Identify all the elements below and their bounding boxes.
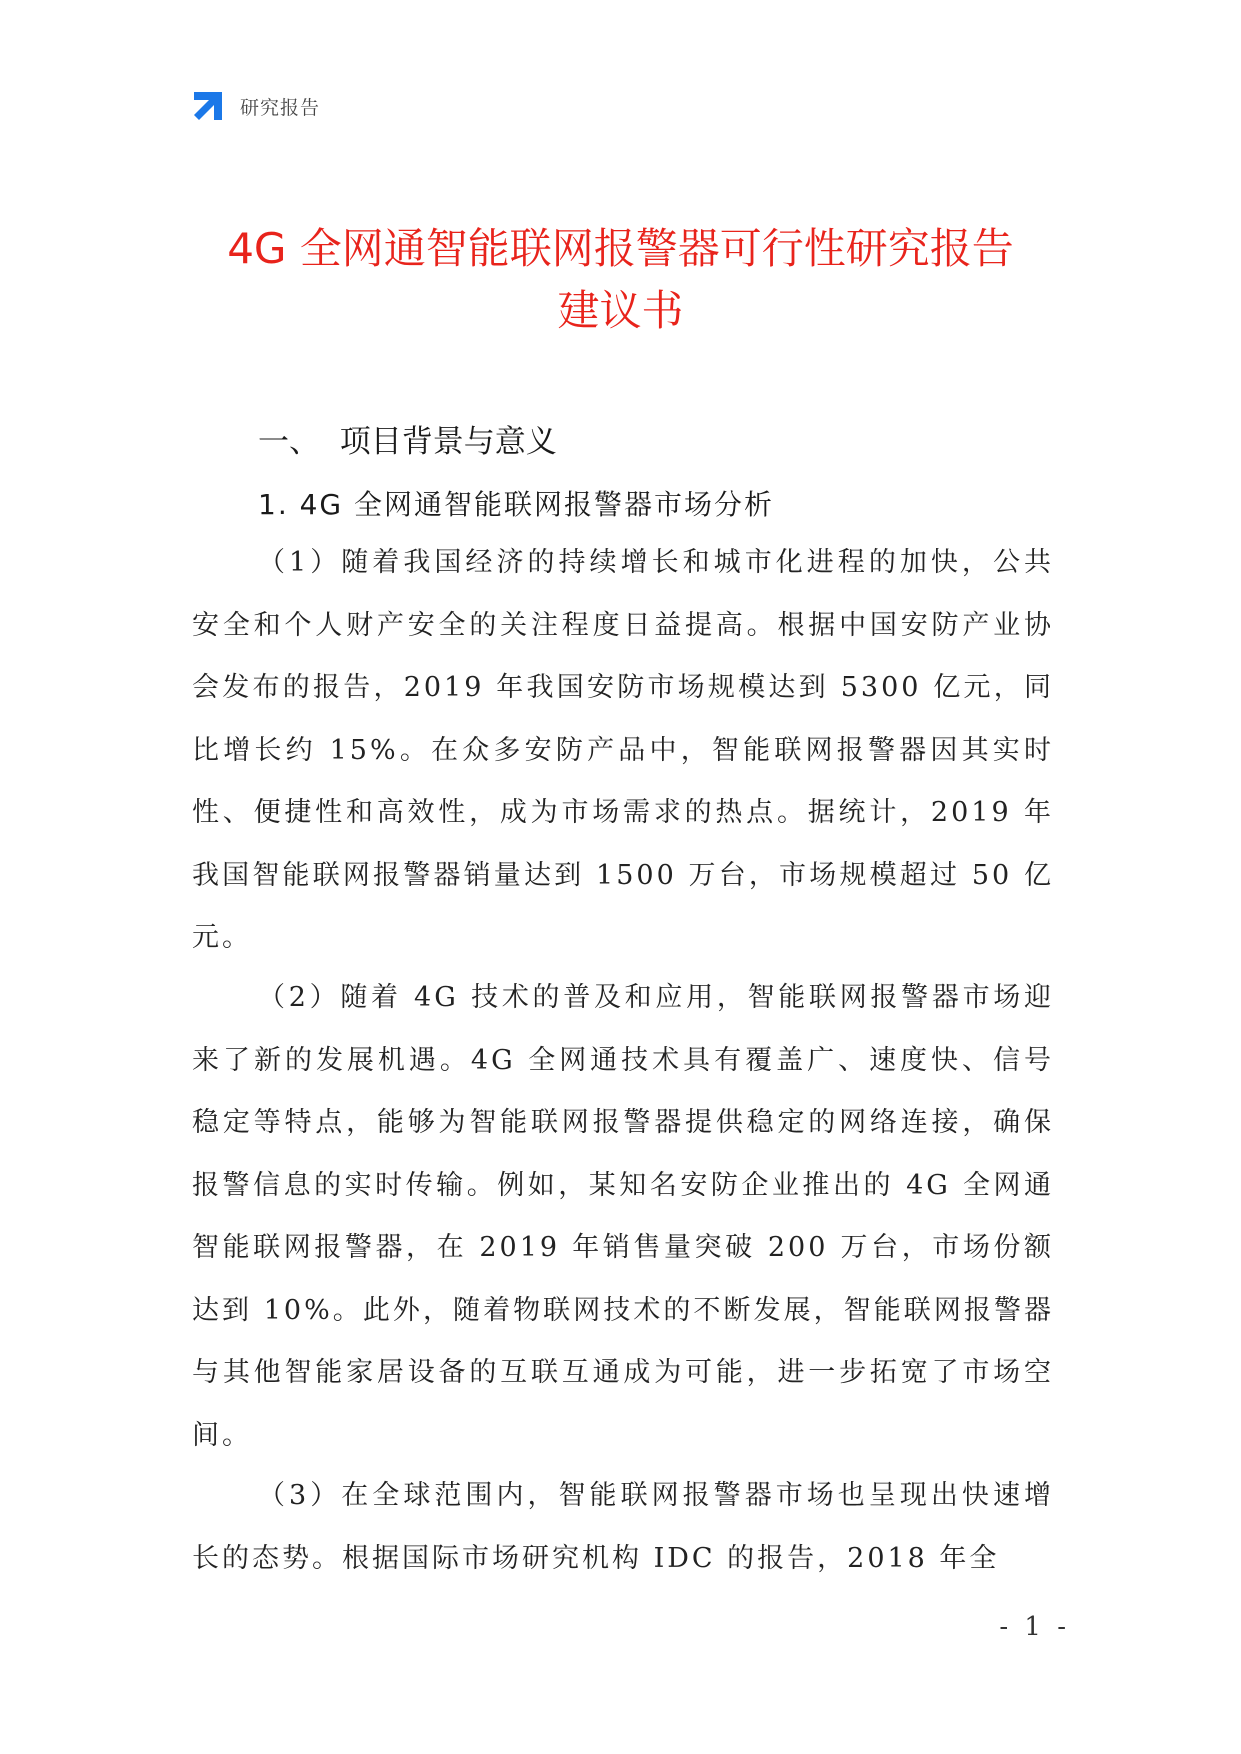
arrow-logo-icon <box>190 88 226 124</box>
section-heading: 一、 项目背景与意义 <box>258 424 557 460</box>
body-paragraph-1: （1）随着我国经济的持续增长和城市化进程的加快，公共安全和个人财产安全的关注程度日益提高。根据中国安防产业协会发布的报告，2019 年我国安防市场规模达到 5300 亿元，同比增长约 15%。在众多安防产品中，智能联网报警器因其实时性、便捷性和高效性，成为市场需求的热点。据统计，2019 年我国智能联网报警器销量达到 1500 万台，市场规模超过 50 亿元。 <box>192 547 1054 953</box>
section-subheading: 1. 4G 全网通智能联网报警器市场分析 <box>258 488 775 521</box>
header-label: 研究报告 <box>240 96 321 119</box>
document-title-line-1: 4G 全网通智能联网报警器可行性研究报告 <box>227 224 1014 273</box>
body-paragraph-3: （3）在全球范围内，智能联网报警器市场也呈现出快速增长的态势。根据国际市场研究机构 IDC 的报告，2018 年全 <box>192 1480 1054 1574</box>
body-paragraph-2: （2）随着 4G 技术的普及和应用，智能联网报警器市场迎来了新的发展机遇。4G 全网通技术具有覆盖广、速度快、信号稳定等特点，能够为智能联网报警器提供稳定的网络连接，确保报警信息的实时传输。例如，某知名安防企业推出的 4G 全网通智能联网报警器，在 2019 年销售量突破 200 万台，市场份额达到 10%。此外，随着物联网技术的不断发展，智能联网报警器与其他智能家居设备的互联互通成为可能，进一步拓宽了市场空间。 <box>192 982 1054 1451</box>
page-number: - 1 - <box>999 1612 1070 1642</box>
document-title-line-2: 建议书 <box>557 286 684 335</box>
page-header <box>190 88 320 124</box>
